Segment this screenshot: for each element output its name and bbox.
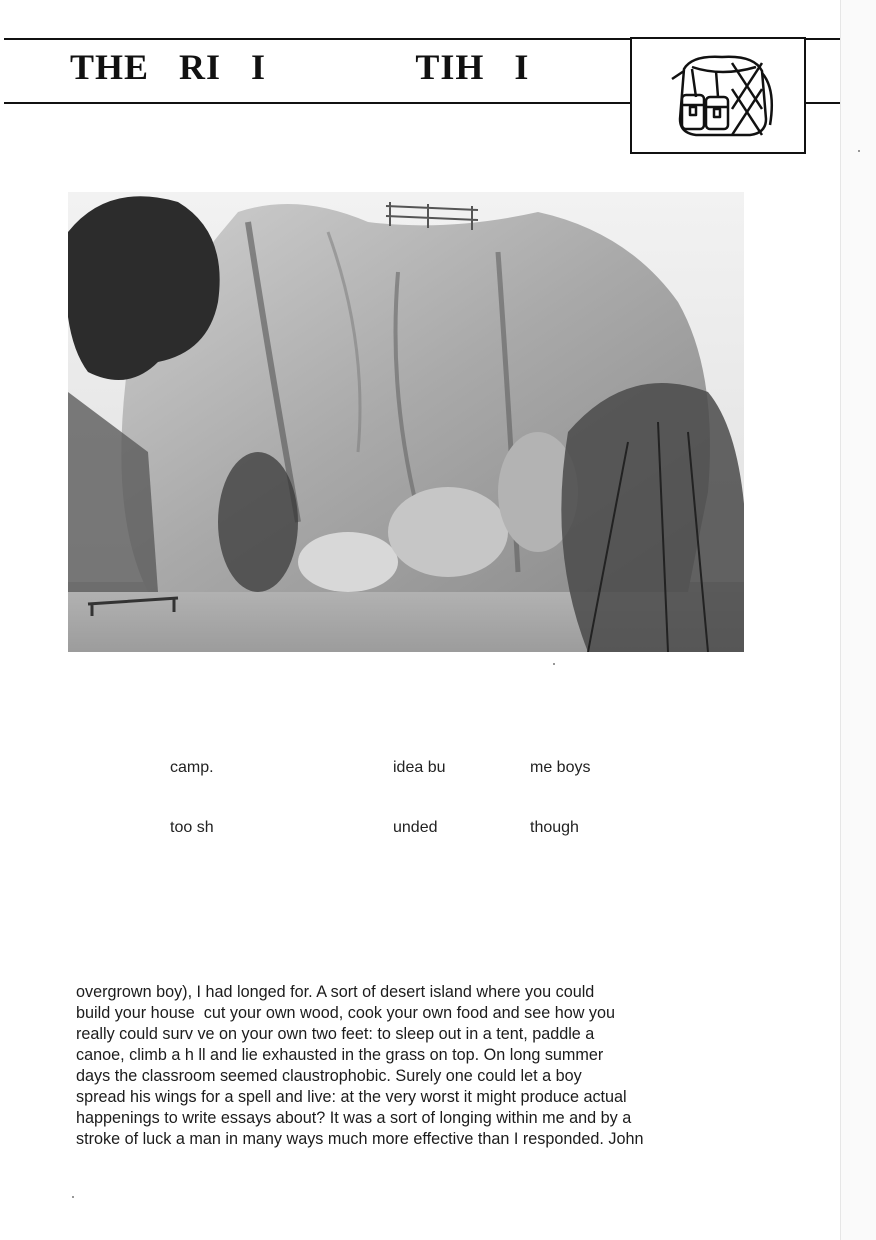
body-line: days the classroom seemed claustrophobic. Surely one could let a boy	[76, 1067, 582, 1085]
page-edge	[840, 0, 876, 1240]
body-line: happenings to write essays about? It was a sort of longing within me and by a	[76, 1109, 632, 1127]
speck	[553, 663, 555, 665]
speck	[72, 1196, 74, 1198]
body-line: stroke of luck a man in many ways much more effective than I responded. John	[76, 1130, 644, 1148]
body-line: canoe, climb a h ll and lie exhausted in the grass on top. On long summer	[76, 1046, 604, 1064]
logo-box	[630, 37, 806, 154]
fragment-col3-line2: though	[530, 819, 579, 836]
body-paragraph	[76, 982, 742, 1150]
body-line: spread his wings for a spell and live: at the very worst it might produce actual	[76, 1088, 627, 1106]
rock-outcrop-photo	[68, 192, 744, 652]
fragment-col1-line1: camp.	[170, 759, 214, 776]
body-line: really could surv ve on your own two feet: to sleep out in a tent, paddle a	[76, 1025, 595, 1043]
fragment-col2	[393, 718, 446, 858]
body-line: build your house cut your own wood, cook your own food and see how you	[76, 1004, 616, 1022]
fragment-col1	[170, 718, 214, 858]
fragment-col2-line2: unded	[393, 819, 438, 836]
fragment-col3	[530, 718, 590, 858]
speck	[858, 150, 860, 152]
fragment-col2-line1: idea bu	[393, 759, 446, 776]
backpack-icon	[662, 49, 782, 145]
fragment-col3-line1: me boys	[530, 759, 591, 776]
body-line: overgrown boy), I had longed for. A sort of desert island where you could	[76, 983, 595, 1001]
fragment-col1-line2: too sh	[170, 819, 214, 836]
page-title: THE RI I TIH I	[70, 47, 530, 87]
